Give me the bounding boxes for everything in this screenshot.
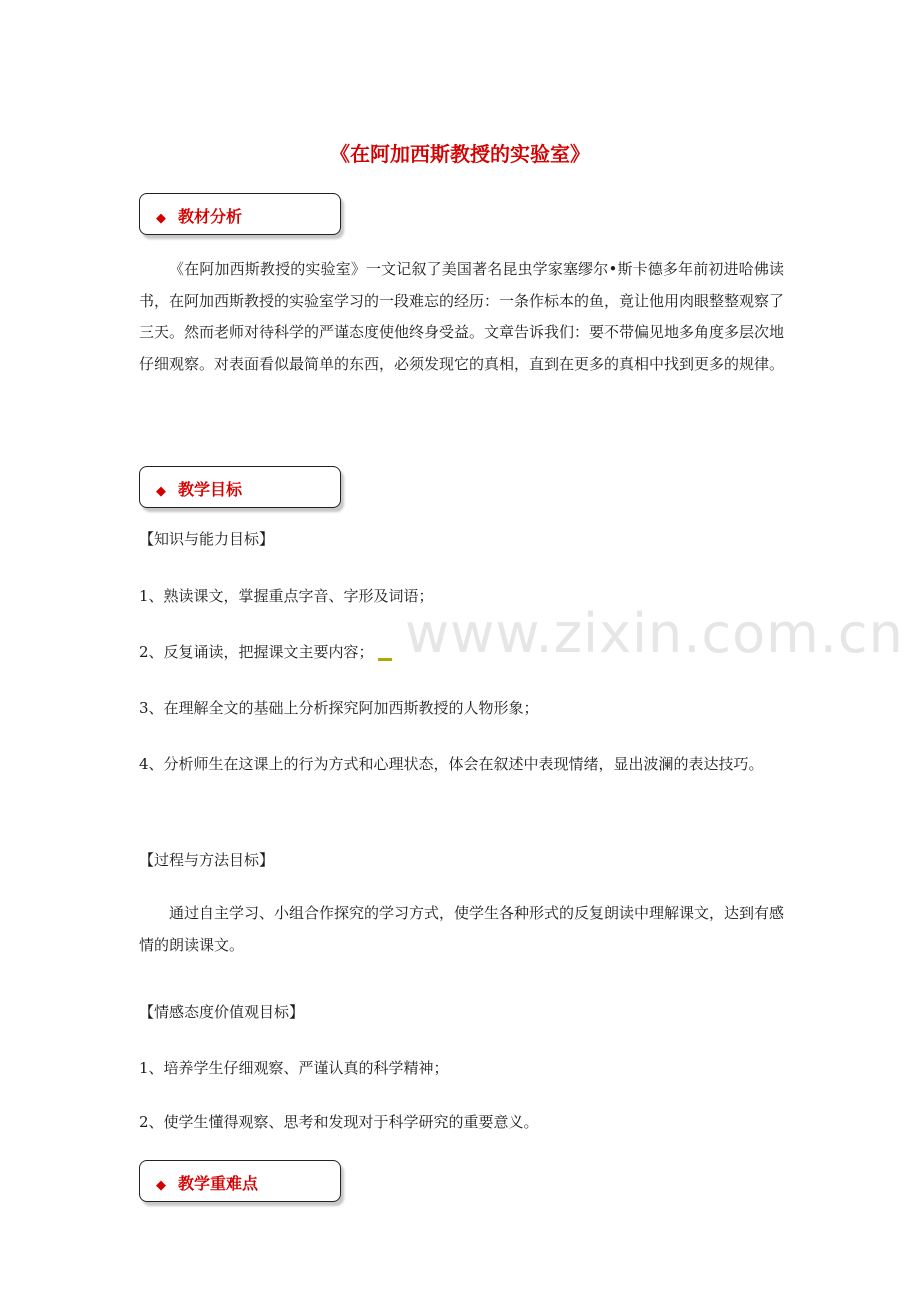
section-header-difficulties xyxy=(139,1160,341,1202)
process-heading: 【过程与方法目标】 xyxy=(139,851,275,869)
knowledge-item-3: 3、在理解全文的基础上分析探究阿加西斯教授的人物形象； xyxy=(139,699,539,717)
process-paragraph: 通过自主学习、小组合作探究的学习方式，使学生各种形式的反复朗读中理解课文，达到有感情的朗读课文。 xyxy=(139,904,785,954)
diamond-icon: ◆ xyxy=(156,1178,166,1193)
section-header-analysis xyxy=(139,193,341,235)
analysis-paragraph: 《在阿加西斯教授的实验室》一文记叙了美国著名昆虫学家塞缪尔•斯卡德多年前初进哈佛读书，在阿加西斯教授的实验室学习的一段难忘的经历：一条作标本的鱼，竟让他用肉眼整整观察了三天。然而老师对待科学的严谨态度使他终身受益。文章告诉我们：要不带偏见地多角度多层次地仔细观察。对表面看似最简单的东西，必须发现它的真相，直到在更多的真相中找到更多的规律。 xyxy=(139,260,785,373)
emotion-item-2: 2、使学生懂得观察、思考和发现对于科学研究的重要意义。 xyxy=(139,1113,539,1131)
emotion-heading: 【情感态度价值观目标】 xyxy=(139,1003,305,1021)
section-label: 教学目标 xyxy=(178,480,243,499)
emotion-item-1: 1、培养学生仔细观察、严谨认真的科学精神； xyxy=(139,1059,449,1077)
knowledge-item-4: 4、分析师生在这课上的行为方式和心理状态，体会在叙述中表现情绪，显出波澜的表达技巧。 xyxy=(139,755,764,773)
diamond-icon: ◆ xyxy=(156,484,166,499)
page-title: 《在阿加西斯教授的实验室》 xyxy=(330,142,590,166)
section-header-goals xyxy=(139,466,341,508)
section-label: 教学重难点 xyxy=(178,1174,259,1193)
section-label: 教材分析 xyxy=(178,207,243,226)
knowledge-heading: 【知识与能力目标】 xyxy=(139,530,275,548)
highlight-mark xyxy=(378,658,392,661)
knowledge-item-2: 2、反复诵读，把握课文主要内容； xyxy=(139,643,374,661)
knowledge-item-1: 1、熟读课文，掌握重点字音、字形及词语； xyxy=(139,587,434,605)
watermark: www.zixin.com.cn xyxy=(405,602,904,665)
diamond-icon: ◆ xyxy=(156,211,166,226)
knowledge-item-2-row xyxy=(139,641,789,662)
